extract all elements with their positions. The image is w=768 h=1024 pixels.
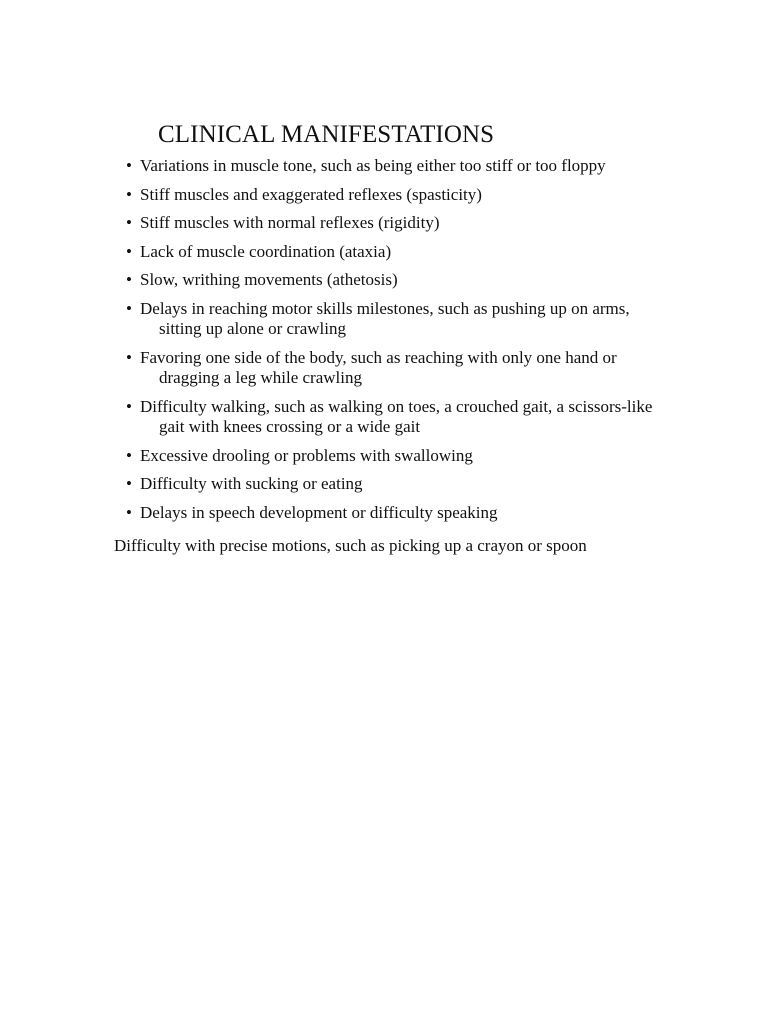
bullet-icon: • [126,347,132,367]
bullet-icon: • [126,298,132,318]
list-item-text: Difficulty with sucking or eating [140,474,363,493]
list-item-text: Variations in muscle tone, such as being either too stiff or too floppy [140,156,606,175]
list-item [112,156,672,177]
list-item-text: Difficulty walking, such as walking on toes, a crouched gait, a scissors-like gait with knees crossing or a wide gait [140,396,653,436]
bullet-icon: • [126,213,132,232]
manifestations-list [112,156,672,531]
bullet-icon: • [126,396,132,416]
list-item-text: Delays in speech development or difficulty speaking [140,502,498,522]
list-item-text: Stiff muscles with normal reflexes (rigidity) [140,213,440,232]
page-title: CLINICAL MANIFESTATIONS [158,121,495,148]
list-item-text: Delays in reaching motor skills milestones, such as pushing up on arms, sitting up alone or crawling [140,298,630,338]
bullet-icon: • [126,156,132,175]
list-item [112,270,672,291]
list-item [112,299,672,340]
list-item-text: Excessive drooling or problems with swallowing [140,445,473,465]
list-item [112,242,672,263]
bullet-icon: • [126,184,132,204]
bullet-icon: • [126,270,132,289]
list-item [112,397,672,438]
bullet-icon: • [126,502,132,522]
list-item-text: Slow, writhing movements (athetosis) [140,270,398,289]
list-item [112,503,672,524]
bullet-icon: • [126,445,132,465]
list-item [112,474,672,495]
bullet-icon: • [126,241,132,261]
list-item [112,348,672,389]
final-line: Difficulty with precise motions, such as picking up a crayon or spoon [114,536,587,555]
list-item-text: Stiff muscles and exaggerated reflexes (spasticity) [140,184,482,204]
list-item [112,446,672,467]
list-item [112,213,672,234]
list-item [112,185,672,206]
bullet-icon: • [126,474,132,493]
list-item-text: Favoring one side of the body, such as reaching with only one hand or dragging a leg while crawling [140,347,617,387]
list-item-text: Lack of muscle coordination (ataxia) [140,241,392,261]
